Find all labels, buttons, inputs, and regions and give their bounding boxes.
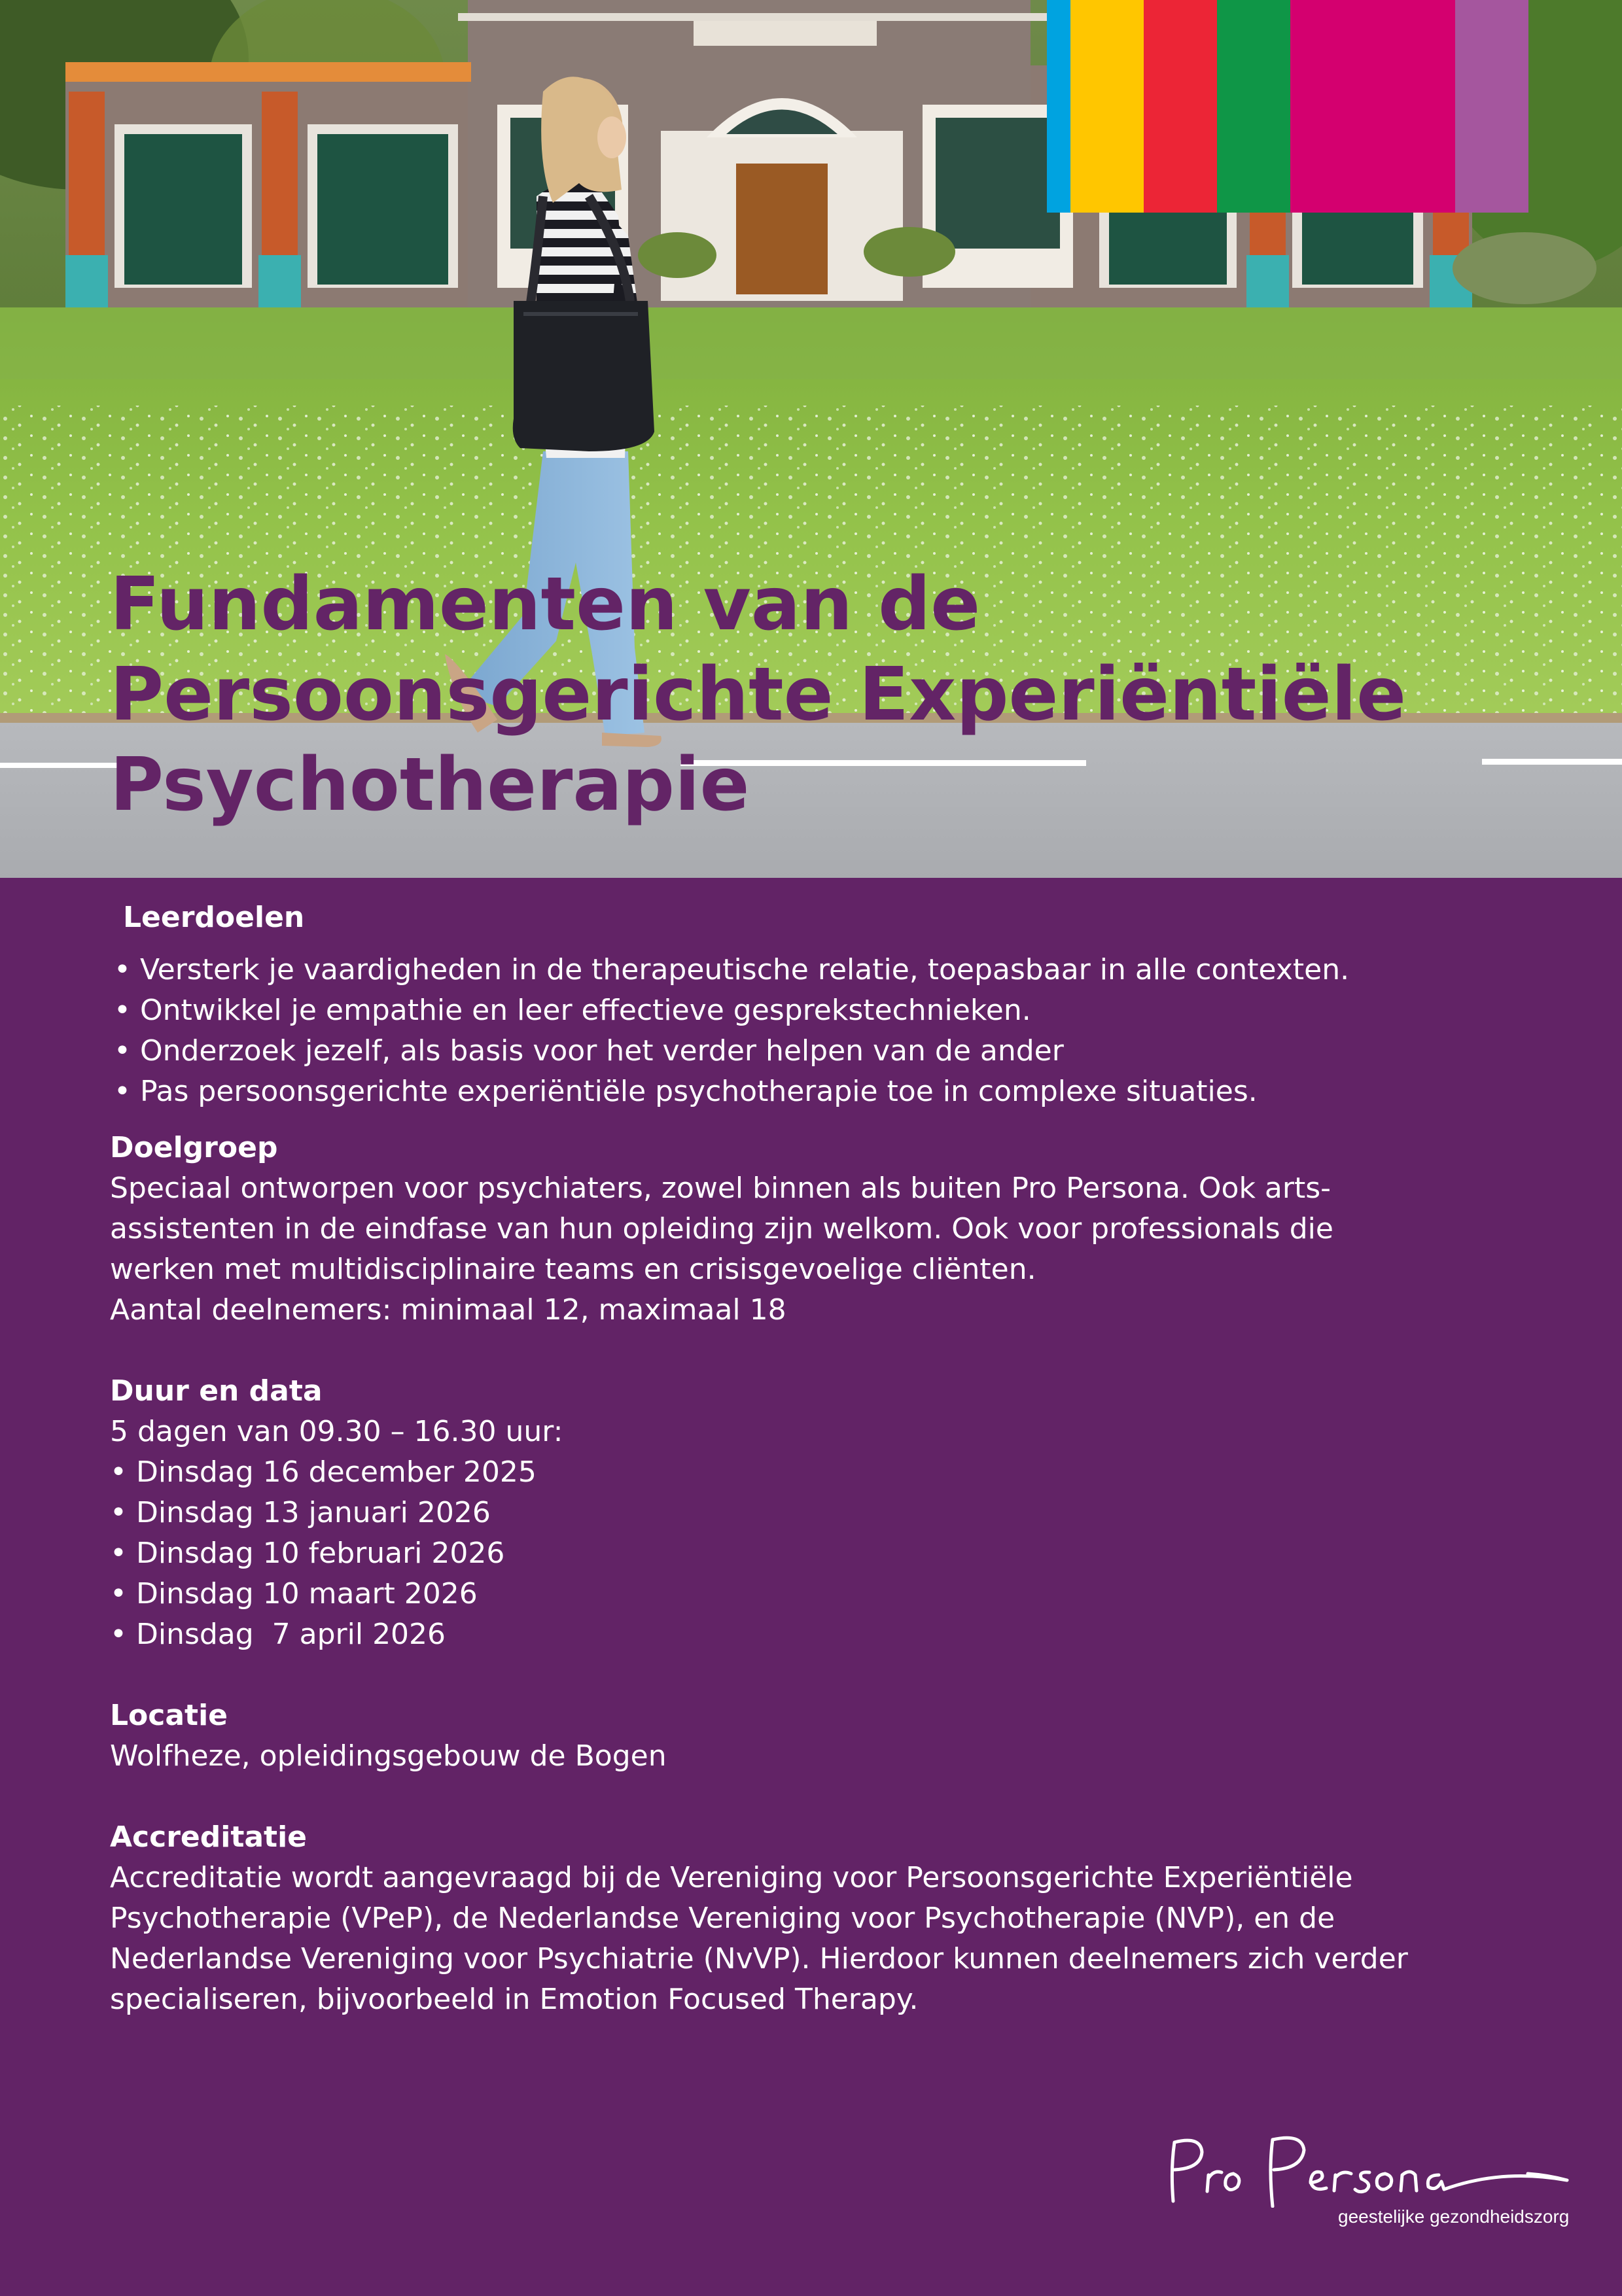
duur-intro: 5 dagen van 09.30 – 16.30 uur: <box>110 1415 563 1448</box>
brand-stripes <box>1047 0 1528 213</box>
list-item: • Pas persoonsgerichte experiëntiële psychotherapie toe in complexe situaties. <box>110 1071 1536 1112</box>
section-heading-locatie: Locatie <box>110 1699 228 1732</box>
section-accreditatie <box>110 1817 1536 2020</box>
leerdoelen-list <box>110 950 1536 1112</box>
pro-persona-wordmark <box>1161 2129 1580 2208</box>
section-doelgroep <box>110 1128 1536 1331</box>
title-line: Fundamenten van de <box>110 562 981 647</box>
date-item: • Dinsdag 16 december 2025 <box>110 1452 1536 1493</box>
stripe-magenta <box>1290 0 1455 213</box>
dates-list <box>110 1452 1536 1655</box>
section-heading-leerdoelen: Leerdoelen <box>123 901 305 934</box>
stripe-green <box>1217 0 1290 213</box>
doelgroep-line: assistenten in de eindfase van hun opleiding zijn welkom. Ook voor professionals die <box>110 1212 1333 1245</box>
section-heading-doelgroep: Doelgroep <box>110 1131 278 1164</box>
doelgroep-line: Speciaal ontworpen voor psychiaters, zowel binnen als buiten Pro Persona. Ook arts- <box>110 1172 1331 1205</box>
date-item: • Dinsdag 10 maart 2026 <box>110 1574 1536 1614</box>
accreditatie-line: Accreditatie wordt aangevraagd bij de Vereniging voor Persoonsgerichte Experiëntiële <box>110 1861 1353 1894</box>
accreditatie-line: Psychotherapie (VPeP), de Nederlandse Vereniging voor Psychotherapie (NVP), en de <box>110 1902 1335 1935</box>
date-item: • Dinsdag 13 januari 2026 <box>110 1493 1536 1533</box>
locatie-text: Wolfheze, opleidingsgebouw de Bogen <box>110 1739 667 1773</box>
pro-persona-logo <box>1161 2129 1580 2247</box>
section-locatie <box>110 1696 1536 1777</box>
accreditatie-line: Nederlandse Vereniging voor Psychiatrie (NvVP). Hierdoor kunnen deelnemers zich verder <box>110 1942 1408 1975</box>
accreditatie-line: specialiseren, bijvoorbeeld in Emotion Focused Therapy. <box>110 1983 919 2016</box>
date-item: • Dinsdag 10 februari 2026 <box>110 1533 1536 1574</box>
stripe-red <box>1144 0 1217 213</box>
logo-tagline: geestelijke gezondheidszorg <box>1338 2206 1570 2227</box>
list-item: • Versterk je vaardigheden in de therapeutische relatie, toepasbaar in alle contexten. <box>110 950 1536 990</box>
list-item: • Onderzoek jezelf, als basis voor het verder helpen van de ander <box>110 1031 1536 1071</box>
deelnemers-count: Aantal deelnemers: minimaal 12, maximaal 18 <box>110 1293 786 1327</box>
section-leerdoelen <box>110 897 1536 1112</box>
title-line: Persoonsgerichte Experiëntiële <box>110 652 1407 737</box>
stripe-lilac <box>1455 0 1528 213</box>
doelgroep-line: werken met multidisciplinaire teams en crisisgevoelige cliënten. <box>110 1253 1036 1286</box>
list-item: • Ontwikkel je empathie en leer effectieve gesprekstechnieken. <box>110 990 1536 1031</box>
section-duur <box>110 1371 1536 1655</box>
section-heading-duur: Duur en data <box>110 1374 323 1408</box>
title-line: Psychotherapie <box>110 742 750 827</box>
content <box>110 897 1536 2020</box>
stripe-blue <box>1047 0 1070 213</box>
date-item: • Dinsdag 7 april 2026 <box>110 1614 1536 1655</box>
stripe-yellow <box>1070 0 1144 213</box>
section-heading-accreditatie: Accreditatie <box>110 1820 308 1854</box>
page-title <box>110 559 1549 830</box>
